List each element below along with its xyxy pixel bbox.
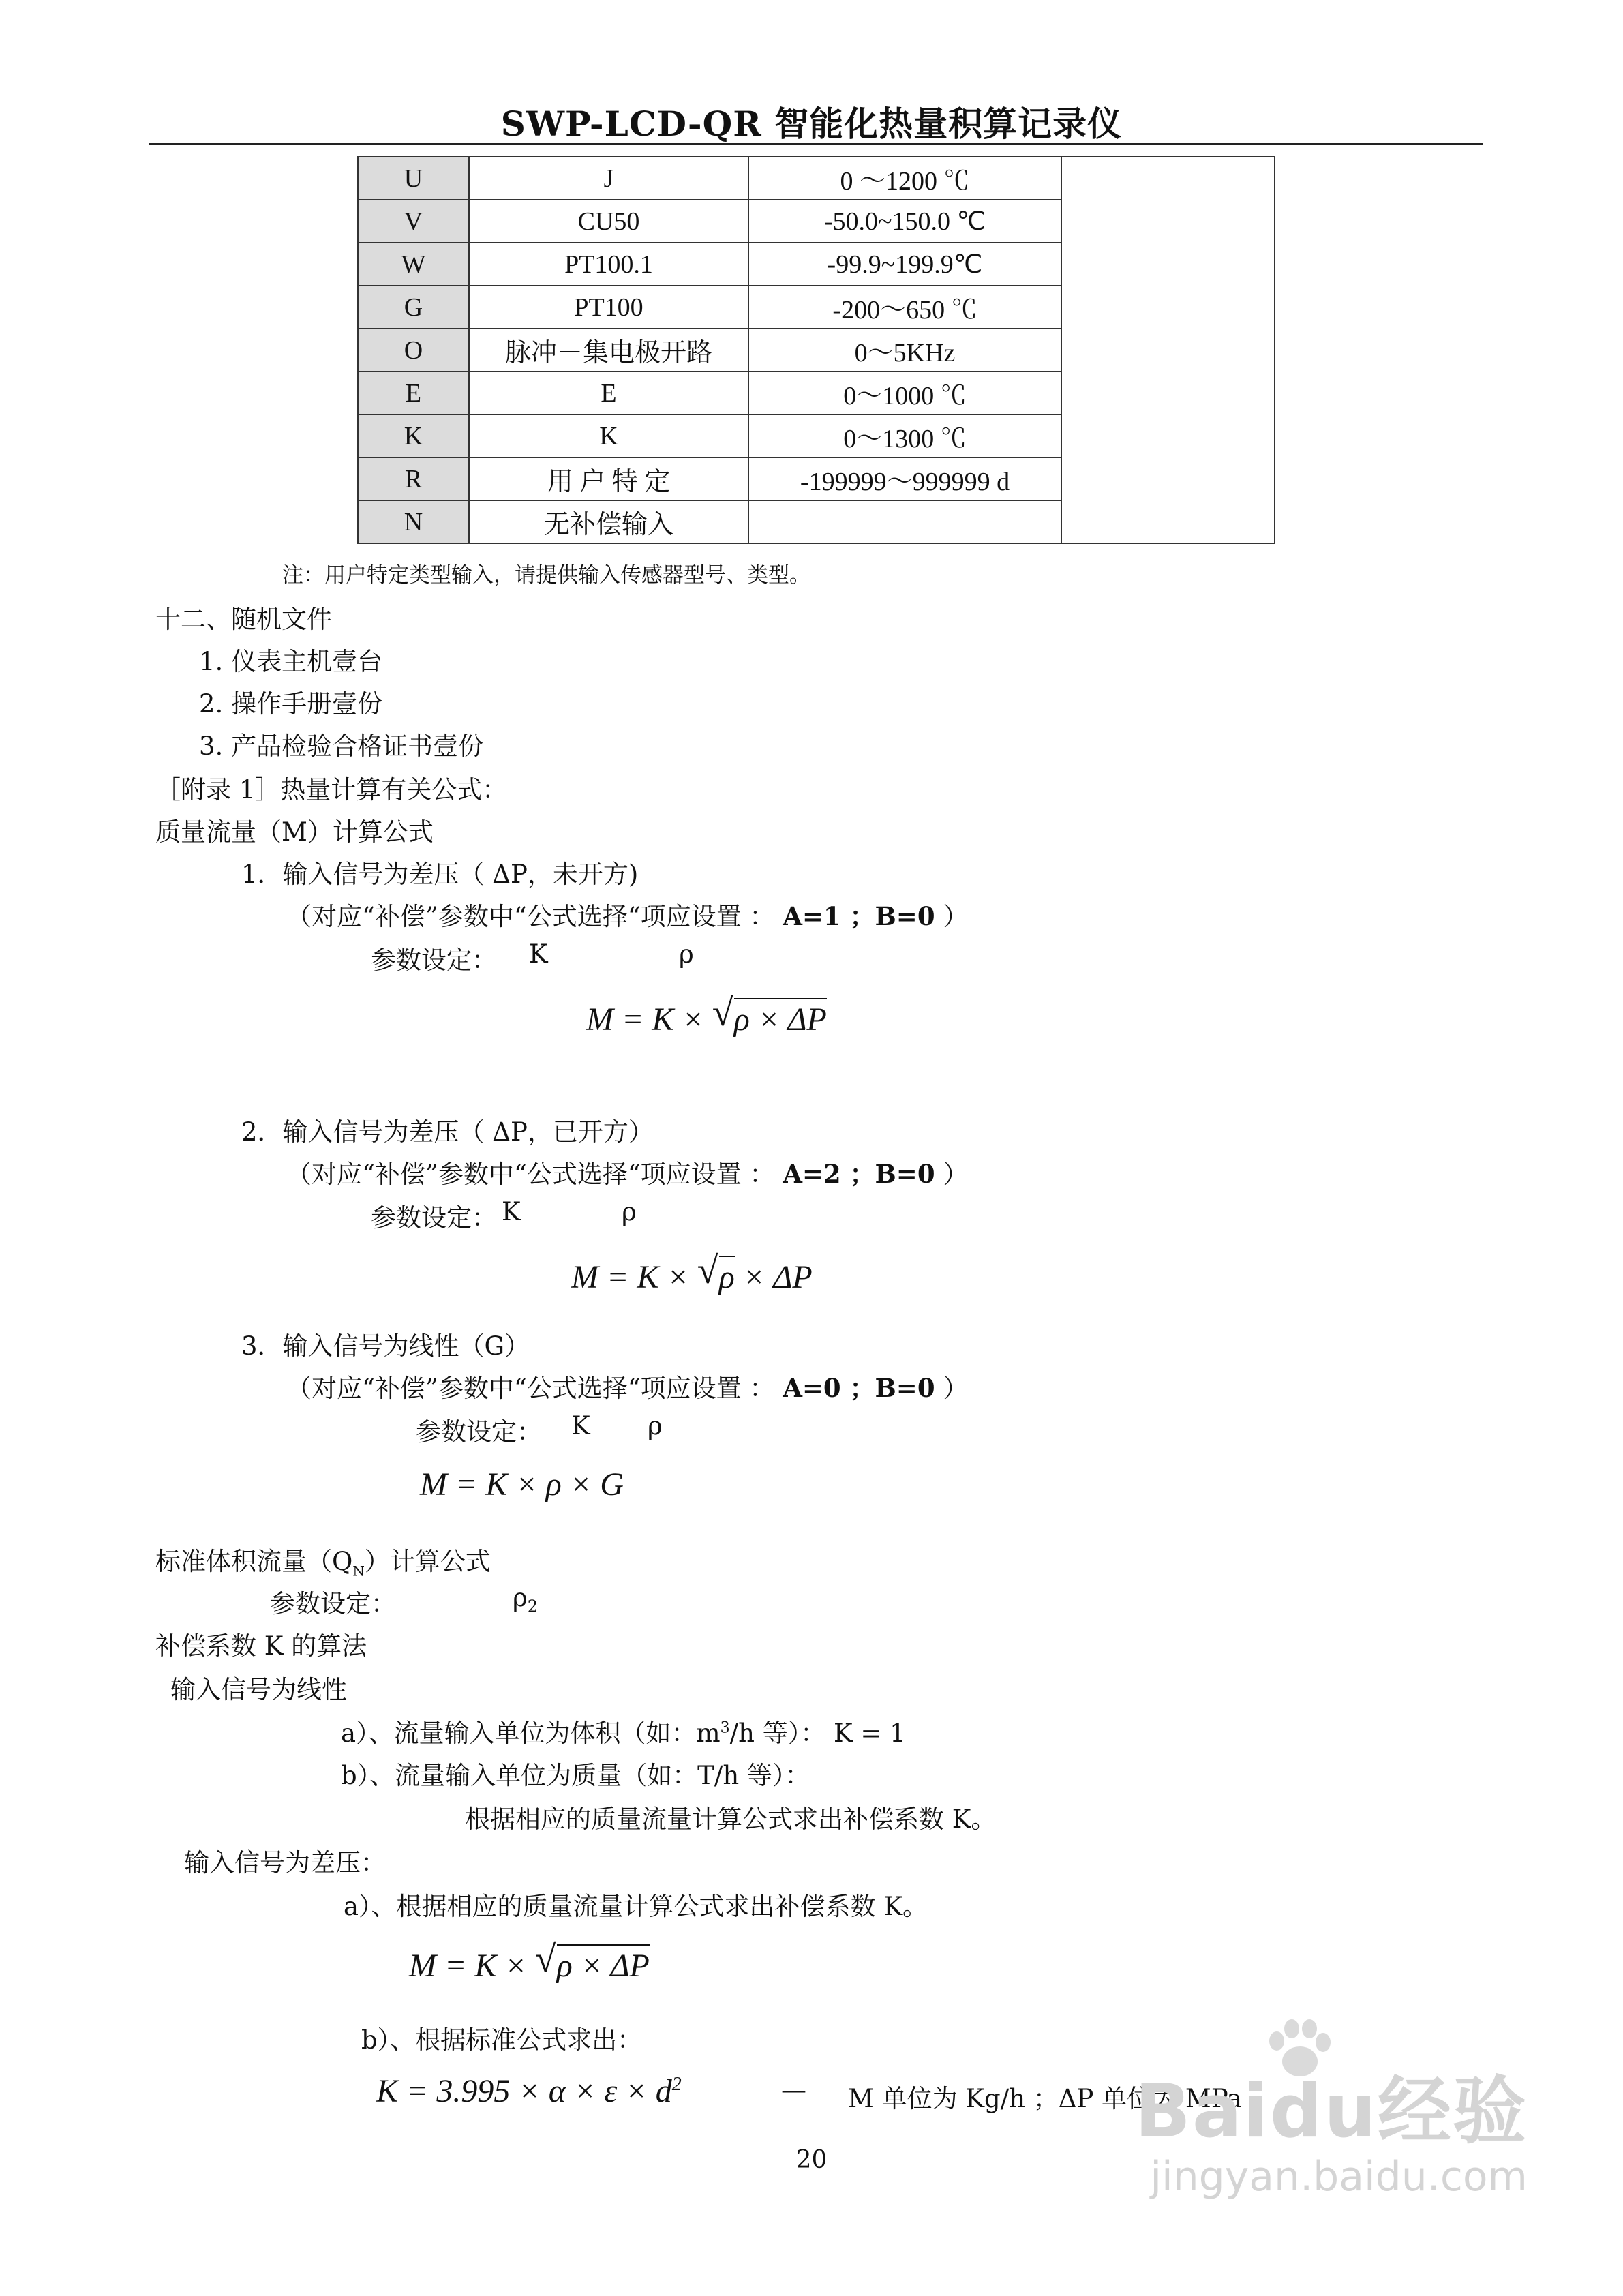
type-code-cell: G bbox=[358, 286, 469, 329]
type-code-cell: V bbox=[358, 200, 469, 243]
formula-radicand: ρ × ΔP bbox=[734, 998, 827, 1038]
k-coefficient-heading: 补偿系数 K 的算法 bbox=[155, 1631, 367, 1661]
table-row bbox=[358, 157, 1275, 200]
appendix-heading: ［附录 1］热量计算有关公式： bbox=[155, 775, 508, 804]
formula-radicand: ρ bbox=[719, 1256, 735, 1296]
case1-formula bbox=[586, 992, 827, 1038]
table-note: 注：用户特定类型输入，请提供输入传感器型号、类型。 bbox=[282, 563, 810, 588]
range-cell: 0～1300 ℃ bbox=[748, 414, 1061, 457]
k-standard-formula bbox=[376, 2072, 682, 2110]
linear-a bbox=[341, 1712, 906, 1749]
em-dash: — bbox=[781, 2075, 806, 2104]
diff-input-heading: 输入信号为差压： bbox=[184, 1848, 386, 1877]
input-type-cell: J bbox=[469, 157, 748, 200]
formula-rest: × ΔP bbox=[742, 1259, 813, 1295]
case2-title: 2．输入信号为差压（ ΔP，已开方） bbox=[241, 1117, 654, 1147]
range-cell: -199999～999999 d bbox=[748, 457, 1061, 500]
sensor-type-table bbox=[357, 156, 1275, 544]
sqrt-symbol: √ ρ bbox=[697, 1250, 735, 1295]
linear-a-suffix: /h 等）： K = 1 bbox=[729, 1719, 906, 1748]
range-cell: -200～650 ℃ bbox=[748, 286, 1061, 329]
input-type-cell: E bbox=[469, 372, 748, 414]
std-heading-sub: N bbox=[352, 1562, 365, 1580]
linear-b-detail: 根据相应的质量流量计算公式求出补偿系数 K。 bbox=[465, 1804, 997, 1834]
case1-setting-line bbox=[286, 896, 968, 933]
sqrt-symbol: √ ρ × ΔP bbox=[712, 992, 827, 1038]
input-type-cell: CU50 bbox=[469, 200, 748, 243]
diff-a: a）、根据相应的质量流量计算公式求出补偿系数 K。 bbox=[344, 1892, 928, 1921]
std-param-sub: 2 bbox=[527, 1597, 539, 1616]
case3-param-k: K bbox=[571, 1411, 590, 1440]
case2-params-label: 参数设定： bbox=[371, 1203, 497, 1233]
unit-note: M 单位为 Kg/h ；ΔP 单位为 MPa bbox=[848, 2084, 1243, 2113]
list-item: 1. 仪表主机壹台 bbox=[199, 647, 383, 676]
std-volume-heading bbox=[155, 1541, 491, 1579]
merged-empty-cell bbox=[1061, 157, 1275, 543]
range-cell: 0～5KHz bbox=[748, 329, 1061, 372]
case2-paren: （对应“补偿”参数中“公式选择“项应设置 ： bbox=[286, 1160, 775, 1189]
std-heading-end: ）计算公式 bbox=[364, 1547, 491, 1576]
watermark-logo: Baidu经验 bbox=[1134, 2069, 1528, 2154]
formula-radicand: ρ × ΔP bbox=[557, 1944, 650, 1984]
formula-lhs: M = K × bbox=[586, 1001, 704, 1038]
linear-b: b）、流量输入单位为质量（如：T/h 等）： bbox=[341, 1761, 810, 1790]
case2-setting: A=2 ；B=0 bbox=[783, 1159, 935, 1189]
sqrt-symbol: √ ρ × ΔP bbox=[534, 1938, 650, 1984]
type-code-cell: R bbox=[358, 457, 469, 500]
k-formula-sup: 2 bbox=[671, 2074, 682, 2095]
type-code-cell: N bbox=[358, 500, 469, 543]
case3-close: ） bbox=[943, 1374, 969, 1403]
formula-lhs: M = K × bbox=[409, 1948, 527, 1984]
k-formula: K = 3.995 × α × ε × d bbox=[376, 2073, 672, 2109]
case2-param-k: K bbox=[502, 1197, 521, 1226]
std-param-rho bbox=[513, 1583, 538, 1616]
range-cell: 0 ～1200 ℃ bbox=[748, 157, 1061, 200]
input-type-cell: 用 户 特 定 bbox=[469, 457, 748, 500]
case2-formula bbox=[571, 1250, 813, 1296]
input-type-cell: 脉冲－集电极开路 bbox=[469, 329, 748, 372]
list-item: 2. 操作手册壹份 bbox=[199, 689, 383, 719]
input-type-cell: 无补偿输入 bbox=[469, 500, 748, 543]
case3-formula: M = K × ρ × G bbox=[420, 1466, 624, 1502]
watermark-url: jingyan.baidu.com bbox=[1150, 2153, 1528, 2201]
type-code-cell: K bbox=[358, 414, 469, 457]
linear-a-prefix: a）、流量输入单位为体积（如：m bbox=[341, 1719, 721, 1748]
case3-paren: （对应“补偿”参数中“公式选择“项应设置 ： bbox=[286, 1374, 775, 1403]
std-params-label: 参数设定： bbox=[270, 1589, 396, 1618]
case3-title: 3．输入信号为线性（G） bbox=[241, 1331, 530, 1361]
case1-title: 1．输入信号为差压（ ΔP，未开方) bbox=[241, 860, 639, 889]
section-12-heading: 十二、随机文件 bbox=[155, 605, 332, 634]
type-code-cell: U bbox=[358, 157, 469, 200]
input-type-cell: PT100.1 bbox=[469, 243, 748, 286]
page-header-title: SWP-LCD-QR 智能化热量积算记录仪 bbox=[500, 104, 1123, 144]
list-item: 3. 产品检验合格证书壹份 bbox=[199, 731, 484, 761]
case1-params-label: 参数设定： bbox=[371, 946, 497, 975]
linear-a-sup: 3 bbox=[720, 1719, 730, 1737]
case1-close: ） bbox=[943, 902, 969, 931]
input-type-cell: K bbox=[469, 414, 748, 457]
formula-lhs: M = K × bbox=[571, 1259, 689, 1295]
case2-param-rho: ρ bbox=[622, 1197, 637, 1226]
case2-setting-line bbox=[286, 1153, 968, 1190]
type-code-cell: E bbox=[358, 372, 469, 414]
case2-close: ） bbox=[943, 1160, 969, 1189]
range-cell: -99.9~199.9℃ bbox=[748, 243, 1061, 286]
input-type-cell: PT100 bbox=[469, 286, 748, 329]
range-cell: -50.0~150.0 ℃ bbox=[748, 200, 1061, 243]
case3-param-rho: ρ bbox=[648, 1411, 663, 1440]
case1-param-k: K bbox=[529, 939, 548, 969]
range-cell: 0～1000 ℃ bbox=[748, 372, 1061, 414]
case3-params-label: 参数设定： bbox=[416, 1417, 542, 1447]
type-code-cell: W bbox=[358, 243, 469, 286]
header-rule bbox=[149, 143, 1483, 145]
case3-setting: A=0 ；B=0 bbox=[783, 1373, 935, 1403]
mass-flow-heading: 质量流量（M）计算公式 bbox=[155, 817, 434, 847]
std-heading-start: 标准体积流量（Q bbox=[155, 1547, 353, 1576]
page-number: 20 bbox=[795, 2146, 828, 2174]
type-code-cell: O bbox=[358, 329, 469, 372]
std-param: ρ bbox=[513, 1583, 528, 1612]
linear-input-heading: 输入信号为线性 bbox=[170, 1675, 347, 1704]
diff-formula bbox=[409, 1938, 650, 1984]
range-cell bbox=[748, 500, 1061, 543]
case1-paren: （对应“补偿”参数中“公式选择“项应设置 ： bbox=[286, 902, 775, 931]
case1-setting: A=1 ；B=0 bbox=[783, 901, 935, 931]
case1-param-rho: ρ bbox=[679, 939, 694, 969]
diff-b: b）、根据标准公式求出： bbox=[361, 2025, 643, 2055]
case3-setting-line bbox=[286, 1368, 968, 1404]
